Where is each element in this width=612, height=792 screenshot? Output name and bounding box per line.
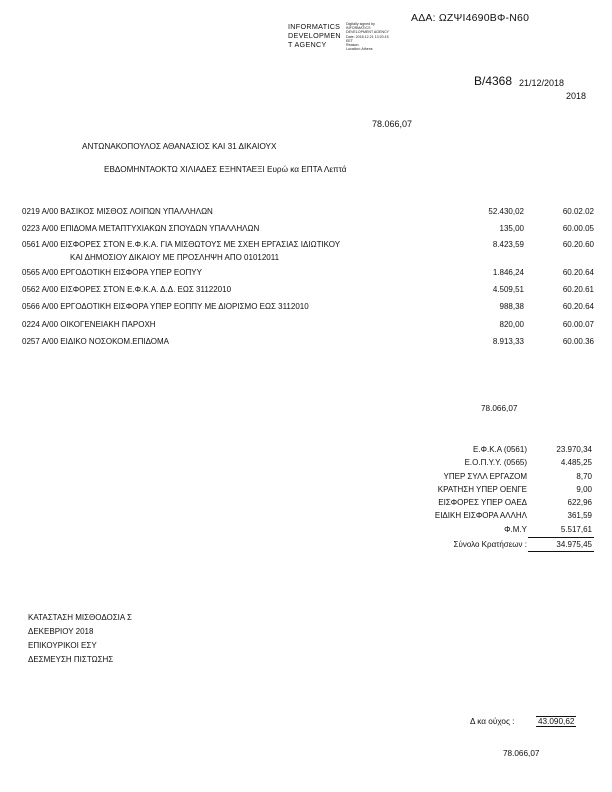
footer-note: ΕΠΙΚΟΥΡΙΚΟΙ ΕΣΥ <box>28 641 97 650</box>
item-description: 0566 Α/00 ΕΡΓΟΔΟΤΙΚΗ ΕΙΣΦΟΡΑ ΥΠΕΡ ΕΟΠΠΥ ΜΕ ΔΙΟΡΙΣΜΟ ΕΩΣ 3112010 <box>22 302 309 311</box>
deduction-label: Ε.Ο.Π.Υ.Υ. (0565) <box>464 458 527 467</box>
deduction-value: 361,59 <box>567 511 592 520</box>
signature-stamp-details <box>346 22 389 51</box>
item-description: 0561 Α/00 ΕΙΣΦΟΡΕΣ ΣΤΟΝ Ε.Φ.Κ.Α. ΓΙΑ ΜΙΣΘΩΤΟΥΣ ΜΕ ΣΧΕΗ ΕΡΓΑΣΙΑΣ ΙΔΙΩΤΙΚΟΥ <box>22 240 341 249</box>
deductions-total-label: Σύνολο Κρατήσεων : <box>453 540 527 549</box>
item-code: 60.20.64 <box>562 302 594 311</box>
protocol-year: 2018 <box>566 91 587 101</box>
deductions-total-value: 34.975,45 <box>556 540 592 549</box>
net-payable-label: Δ κα ούχος : <box>470 717 515 726</box>
stamp-detail-line: Date: 2018.12.21 13:20:15 <box>346 34 389 39</box>
item-code: 60.00.36 <box>562 337 594 346</box>
item-code: 60.20.64 <box>562 268 594 277</box>
item-description: 0562 Α/00 ΕΙΣΦΟΡΕΣ ΣΤΟΝ Ε.Φ.Κ.Α. Δ.Δ. ΕΩΣ 31122010 <box>22 285 232 294</box>
amount-in-words: ΕΒΔΟΜΗΝΤΑΟΚΤΩ ΧΙΛΙΑΔΕΣ ΕΞΗΝΤΑΕΞΙ Ευρώ κα ΕΠΤΑ Λεπτά <box>104 165 347 174</box>
deduction-label: ΕΙΣΦΟΡΕΣ ΥΠΕΡ ΟΑΕΔ <box>438 498 527 507</box>
item-code: 60.20.60 <box>562 240 594 249</box>
item-description: 0224 Α/00 ΟΙΚΟΓΕΝΕΙΑΚΗ ΠΑΡΟΧΗ <box>22 320 156 329</box>
deduction-label: Ε.Φ.Κ.Α (0561) <box>473 445 527 454</box>
item-code: 60.00.05 <box>562 224 594 233</box>
stamp-detail-line: Digitally signed by <box>346 22 375 26</box>
stamp-detail-line: Location: Athens <box>346 47 373 52</box>
deductions-sum-line <box>528 537 594 538</box>
deduction-value: 622,96 <box>567 498 592 507</box>
deductions-total-underline <box>528 551 594 552</box>
item-amount: 820,00 <box>499 320 524 329</box>
stamp-detail-line: DEVELOPMENT AGENCY <box>346 30 390 35</box>
item-description: 0223 Α/00 ΕΠΙΔΟΜΑ ΜΕΤΑΠΤΥΧΙΑΚΩΝ ΣΠΟΥΔΩΝ ΥΠΑΛΛΗΛΩΝ <box>22 224 260 233</box>
protocol-date: 21/12/2018 <box>519 78 565 88</box>
item-code: 60.02.02 <box>562 207 594 216</box>
stamp-line: T AGENCY <box>288 40 327 49</box>
stamp-detail-line: INFORMATICS <box>346 26 371 31</box>
item-amount: 4.509,51 <box>492 285 524 294</box>
item-code: 60.20.61 <box>562 285 594 294</box>
signature-stamp-org <box>288 22 341 49</box>
ada-code: ΑΔΑ: ΩΖΨΙ4690ΒΦ-Ν60 <box>411 12 530 24</box>
protocol-number: Β/4368 <box>474 74 513 88</box>
deduction-value: 23.970,34 <box>556 445 592 454</box>
footer-note: ΔΕΚΕΒΡΙΟΥ 2018 <box>28 627 94 636</box>
item-amount: 135,00 <box>499 224 524 233</box>
item-description: 0257 Α/00 ΕΙΔΙΚΟ ΝΟΣΟΚΟΜ.ΕΠΙΔΟΜΑ <box>22 337 170 346</box>
deduction-label: ΥΠΕΡ ΣΥΛΛ ΕΡΓΑΖΟΜ <box>443 472 527 481</box>
item-description: 0219 Α/00 ΒΑΣΙΚΟΣ ΜΙΣΘΟΣ ΛΟΙΠΩΝ ΥΠΑΛΛΗΛΩΝ <box>22 207 213 216</box>
net-payable-amount: 43.090,62 <box>538 717 575 726</box>
deduction-label: ΕΙΔΙΚΗ ΕΙΣΦΟΡΑ ΑΛΛΗΛ <box>434 511 527 520</box>
stamp-line: DEVELOPMEN <box>288 31 341 40</box>
item-amount: 52.430,02 <box>488 207 524 216</box>
item-description-continued: ΚΑΙ ΔΗΜΟΣΙΟΥ ΔΙΚΑΙΟΥ ΜΕ ΠΡΟΣΛΗΨΗ ΑΠΟ 01012011 <box>70 253 280 262</box>
item-description: 0565 Α/00 ΕΡΓΟΔΟΤΙΚΗ ΕΙΣΦΟΡΑ ΥΠΕΡ ΕΟΠΥΥ <box>22 268 202 277</box>
total-amount: 78.066,07 <box>372 119 413 129</box>
stamp-detail-line: EET <box>346 38 353 43</box>
item-amount: 8.913,33 <box>492 337 524 346</box>
footer-note: ΚΑΤΑΣΤΑΣΗ ΜΙΣΘΟΔΟΣΙΑ Σ <box>28 613 132 622</box>
deduction-label: Φ.Μ.Υ <box>504 525 527 534</box>
deduction-value: 9,00 <box>576 485 592 494</box>
item-amount: 988,38 <box>499 302 524 311</box>
stamp-line: INFORMATICS <box>288 22 341 31</box>
item-code: 60.00.07 <box>562 320 594 329</box>
item-amount: 1.846,24 <box>492 268 524 277</box>
payee-name: ΑΝΤΩΝΑΚΟΠΟΥΛΟΣ ΑΘΑΝΑΣΙΟΣ ΚΑΙ 31 ΔΙΚΑΙΟΥΧ <box>82 142 277 151</box>
items-subtotal: 78.066,07 <box>481 404 518 413</box>
footer-note: ΔΕΣΜΕΥΣΗ ΠΙΣΤΩΣΗΣ <box>28 655 114 664</box>
stamp-detail-line: Reason: <box>346 43 360 48</box>
item-amount: 8.423,59 <box>492 240 524 249</box>
deduction-value: 4.485,25 <box>560 458 592 467</box>
deduction-value: 8,70 <box>576 472 592 481</box>
deduction-label: ΚΡΑΤΗΣΗ ΥΠΕΡ ΟΕΝΓΕ <box>437 485 527 494</box>
deduction-value: 5.517,61 <box>560 525 592 534</box>
final-total: 78.066,07 <box>503 749 540 758</box>
